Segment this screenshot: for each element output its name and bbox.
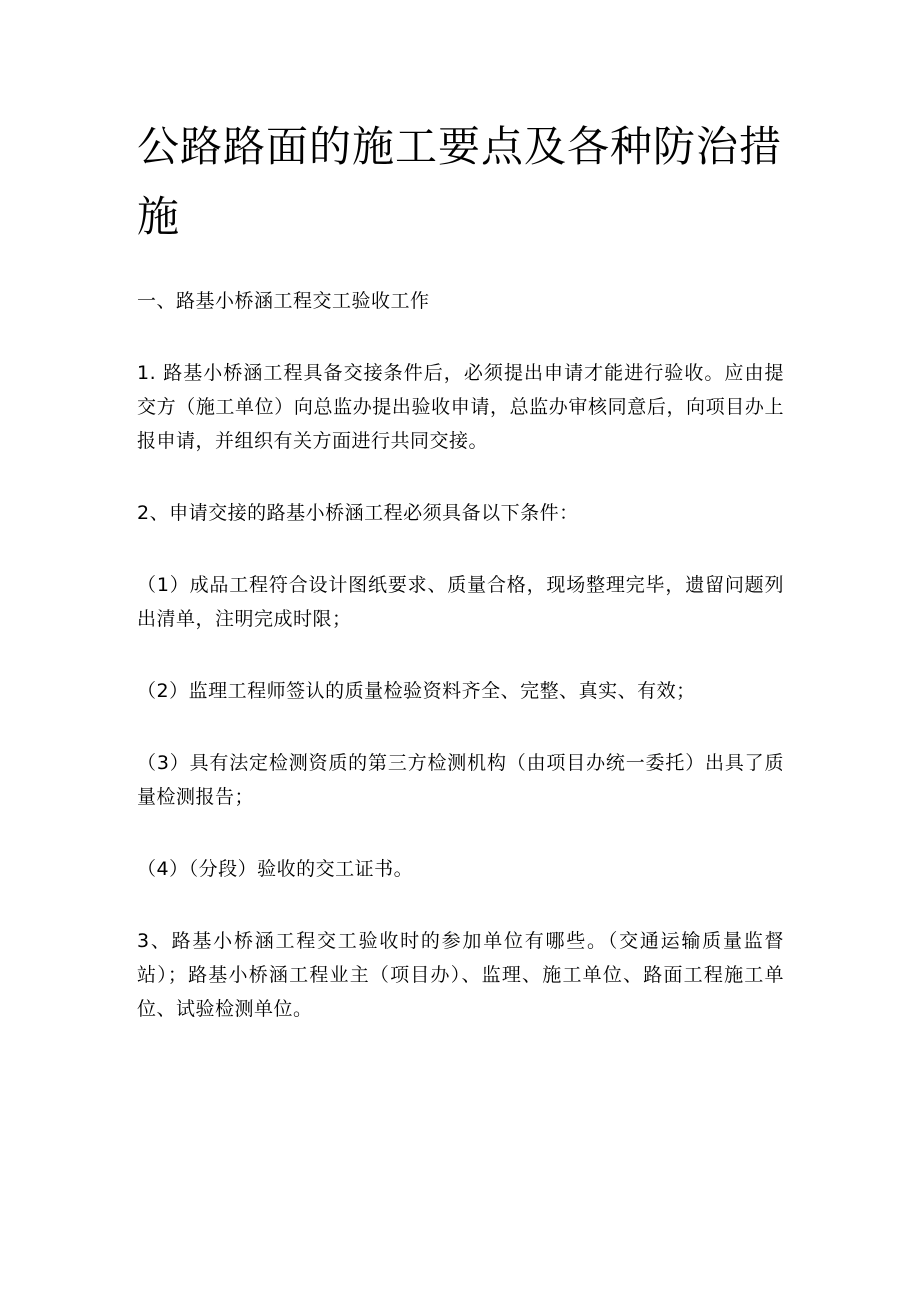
section-heading: 一、路基小桥涵工程交工验收工作 (137, 290, 430, 312)
condition-item-2: （2）监理工程师签认的质量检验资料齐全、完整、真实、有效； (137, 680, 696, 702)
condition-item-3: （3）具有法定检测资质的第三方检测机构（由项目办统一委托）出具了质量检测报告； (137, 752, 784, 808)
condition-item-4: （4）（分段）验收的交工证书。 (137, 858, 414, 880)
paragraph-2: 2、申请交接的路基小桥涵工程必须具备以下条件： (137, 502, 579, 524)
document-title: 公路路面的施工要点及各种防治措施 (137, 122, 783, 241)
paragraph-3: 3、路基小桥涵工程交工验收时的参加单位有哪些。（交通运输质量监督站）；路基小桥涵工程业主（项目办）、监理、施工单位、路面工程施工单位、试验检测单位。 (137, 930, 784, 1020)
condition-item-1: （1）成品工程符合设计图纸要求、质量合格，现场整理完毕，遗留问题列出清单，注明完成时限； (137, 574, 784, 630)
paragraph-1: 1. 路基小桥涵工程具备交接条件后，必须提出申请才能进行验收。应由提交方（施工单位）向总监办提出验收申请，总监办审核同意后，向项目办上报申请，并组织有关方面进行共同交接。 (137, 362, 784, 452)
